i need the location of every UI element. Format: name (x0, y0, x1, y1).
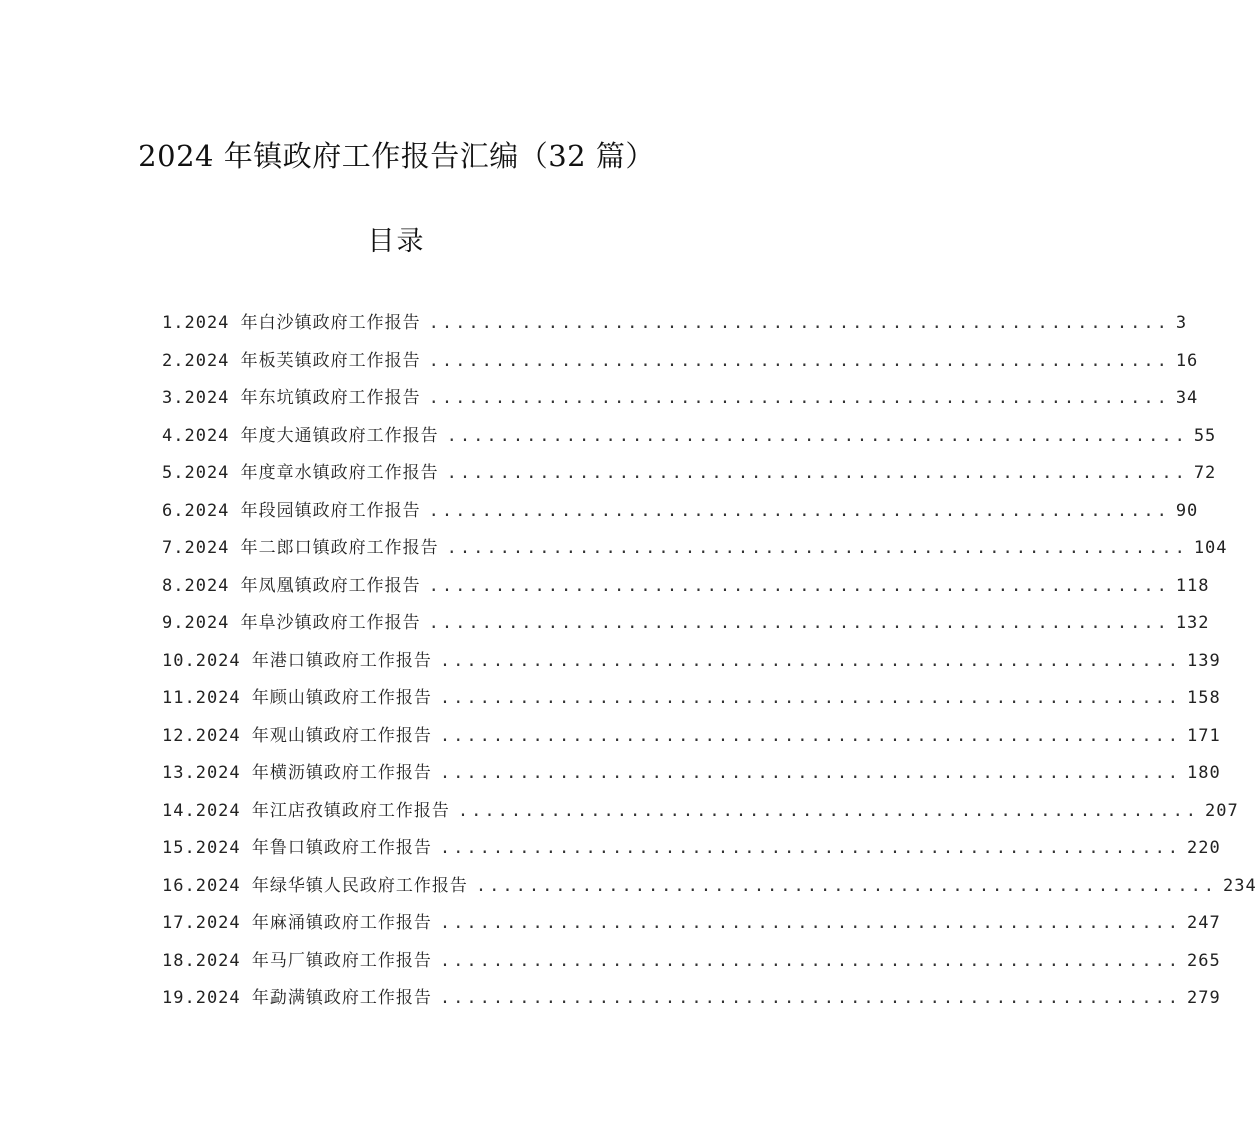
toc-entry[interactable] (162, 943, 1221, 981)
toc-entry-page: 55 (1193, 425, 1217, 446)
toc-leader-dots: ........................................................ (439, 988, 1182, 1008)
toc-entry-label: 14.2024 年江店孜镇政府工作报告 (162, 800, 450, 821)
toc-entry-page: 34 (1175, 388, 1199, 408)
toc-entry[interactable] (162, 718, 1221, 756)
toc-entry[interactable] (162, 643, 1221, 681)
toc-entry[interactable] (162, 418, 1217, 456)
toc-entry-page: 139 (1187, 650, 1221, 671)
toc-entry[interactable] (162, 530, 1228, 568)
toc-entry[interactable] (162, 755, 1221, 793)
toc-entry-page: 171 (1187, 725, 1221, 746)
toc-entry[interactable] (162, 493, 1199, 531)
toc-leader-dots: ........................................................ (446, 425, 1188, 446)
toc-entry-label: 13.2024 年横沥镇政府工作报告 (162, 763, 432, 783)
toc-entry-label: 6.2024 年段园镇政府工作报告 (162, 500, 421, 521)
toc-entry-page: 104 (1193, 538, 1228, 558)
toc-entry-label: 18.2024 年马厂镇政府工作报告 (162, 950, 432, 971)
toc-leader-dots: ........................................................ (475, 875, 1218, 896)
toc-entry-page: 132 (1175, 613, 1210, 633)
toc-leader-dots: ........................................................ (457, 800, 1200, 821)
toc-entry[interactable] (162, 680, 1221, 718)
toc-entry-page: 207 (1205, 800, 1239, 821)
toc-entry-page: 265 (1187, 950, 1221, 971)
toc-entry[interactable] (162, 455, 1217, 493)
toc-entry[interactable] (162, 568, 1210, 606)
toc-entry-label: 7.2024 年二郎口镇政府工作报告 (162, 538, 439, 558)
toc-entry[interactable] (162, 343, 1199, 381)
toc-entry-label: 1.2024 年白沙镇政府工作报告 (162, 313, 421, 333)
toc-leader-dots: ........................................................ (446, 538, 1188, 558)
toc-leader-dots: ........................................................ (439, 650, 1182, 671)
toc-entry-page: 3 (1175, 313, 1188, 333)
toc-entry-page: 247 (1187, 913, 1221, 933)
toc-leader-dots: ........................................................ (439, 763, 1182, 783)
toc-leader-dots: ........................................................ (428, 313, 1170, 333)
toc-leader-dots: ........................................................ (428, 500, 1170, 521)
toc-entry[interactable] (162, 305, 1188, 343)
toc-heading: 目录 (367, 226, 426, 257)
toc-entry-page: 118 (1175, 575, 1210, 596)
toc-entry[interactable] (162, 380, 1199, 418)
toc-leader-dots: ........................................................ (428, 350, 1170, 371)
toc-entry-page: 158 (1187, 688, 1221, 708)
toc-entry-page: 90 (1175, 500, 1199, 521)
toc-entry[interactable] (162, 868, 1257, 906)
toc-entry[interactable] (162, 793, 1239, 831)
toc-entry-page: 220 (1187, 838, 1221, 858)
toc-leader-dots: ........................................................ (439, 838, 1182, 858)
toc-entry[interactable] (162, 605, 1210, 643)
document-title: 2024 年镇政府工作报告汇编（32 篇） (138, 139, 655, 173)
toc-entry-label: 2.2024 年板芙镇政府工作报告 (162, 350, 421, 371)
table-of-contents (162, 305, 1257, 1018)
toc-entry-page: 234 (1223, 875, 1257, 896)
toc-leader-dots: ........................................................ (428, 388, 1170, 408)
toc-entry-page: 72 (1193, 463, 1217, 483)
toc-entry-label: 9.2024 年阜沙镇政府工作报告 (162, 613, 421, 633)
toc-entry-label: 10.2024 年港口镇政府工作报告 (162, 650, 432, 671)
toc-entry-label: 4.2024 年度大通镇政府工作报告 (162, 425, 439, 446)
toc-entry-page: 279 (1187, 988, 1221, 1008)
toc-entry-label: 11.2024 年顾山镇政府工作报告 (162, 688, 432, 708)
toc-entry-label: 12.2024 年观山镇政府工作报告 (162, 725, 432, 746)
toc-entry-page: 180 (1187, 763, 1221, 783)
toc-entry-label: 15.2024 年鲁口镇政府工作报告 (162, 838, 432, 858)
toc-leader-dots: ........................................................ (428, 575, 1170, 596)
toc-entry-label: 3.2024 年东坑镇政府工作报告 (162, 388, 421, 408)
toc-entry-label: 19.2024 年勐满镇政府工作报告 (162, 988, 432, 1008)
toc-leader-dots: ........................................................ (439, 688, 1182, 708)
toc-entry[interactable] (162, 980, 1221, 1018)
toc-leader-dots: ........................................................ (439, 950, 1182, 971)
toc-entry-label: 8.2024 年凤凰镇政府工作报告 (162, 575, 421, 596)
toc-entry[interactable] (162, 830, 1221, 868)
toc-entry-page: 16 (1175, 350, 1199, 371)
toc-leader-dots: ........................................................ (446, 463, 1188, 483)
toc-entry-label: 16.2024 年绿华镇人民政府工作报告 (162, 875, 468, 896)
toc-entry-label: 17.2024 年麻涌镇政府工作报告 (162, 913, 432, 933)
toc-leader-dots: ........................................................ (428, 613, 1170, 633)
toc-entry-label: 5.2024 年度章水镇政府工作报告 (162, 463, 439, 483)
toc-leader-dots: ........................................................ (439, 913, 1182, 933)
toc-leader-dots: ........................................................ (439, 725, 1182, 746)
toc-entry[interactable] (162, 905, 1221, 943)
